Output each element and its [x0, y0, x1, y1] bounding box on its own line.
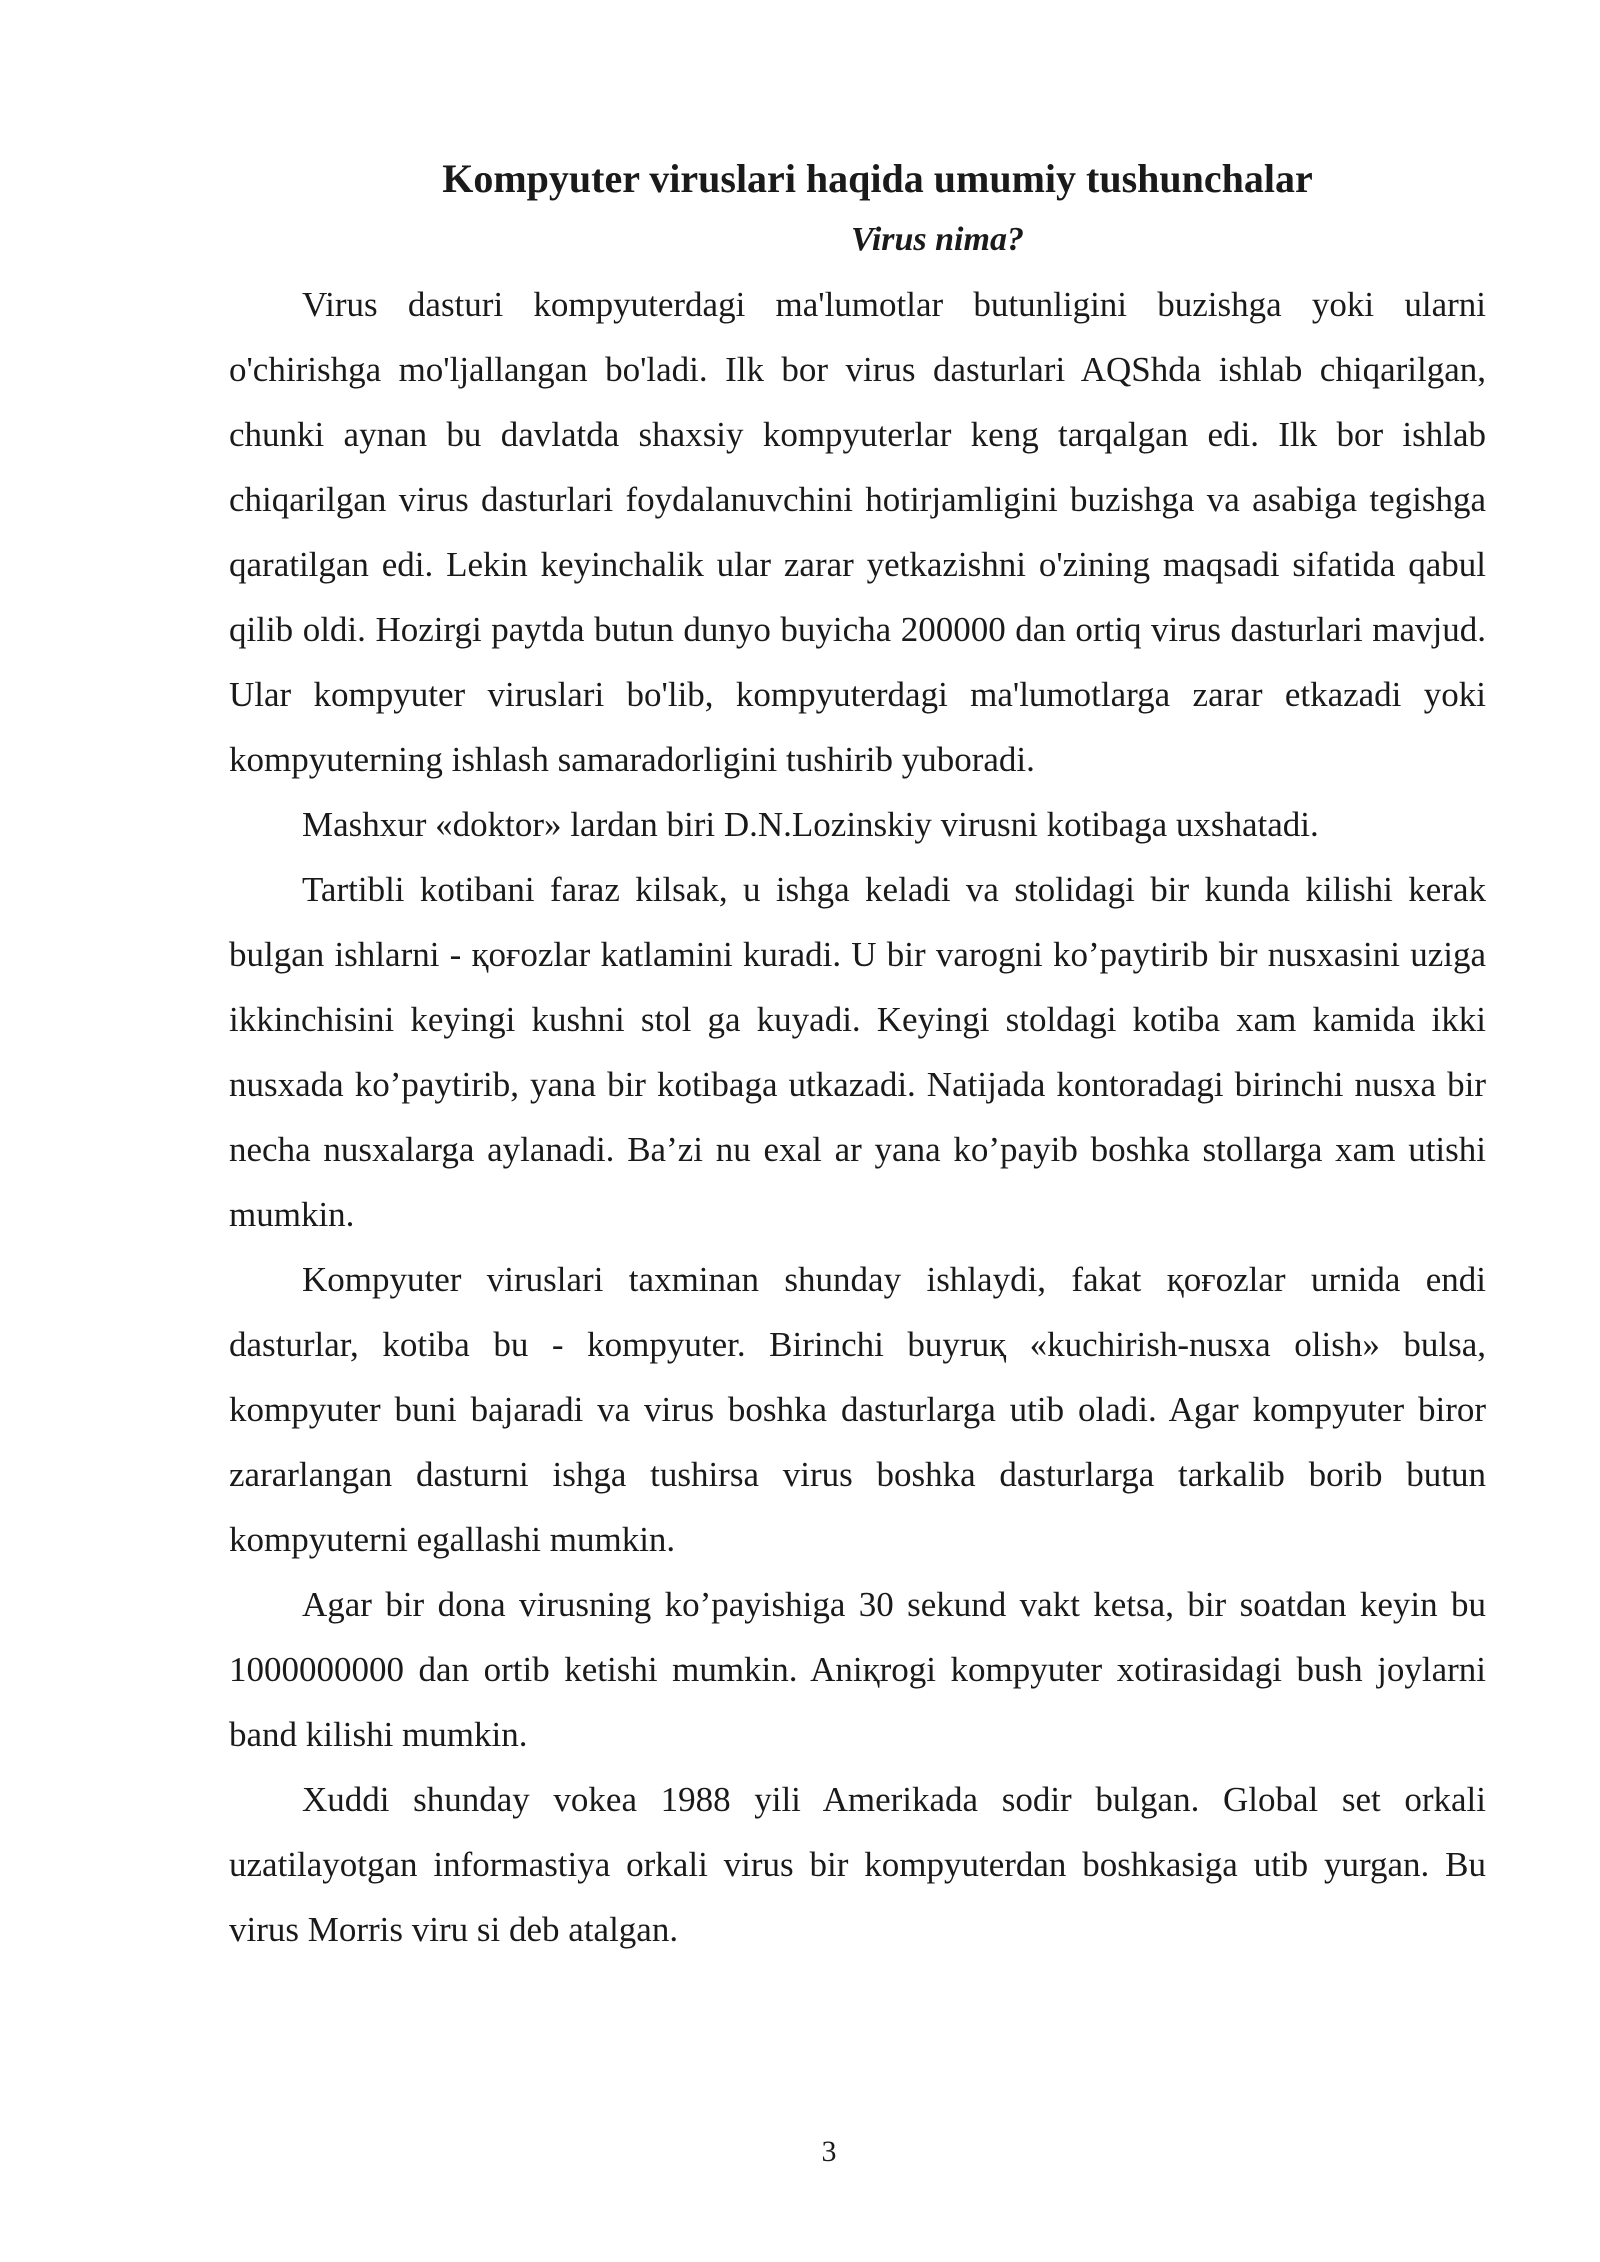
- page-content: [229, 150, 1486, 1962]
- page-number: 3: [821, 2135, 837, 2168]
- paragraph-doctor-quote: Mashxur «doktor» lardan biri D.N.Lozinskiy virusni kotibaga uxshatadi.: [302, 805, 1319, 844]
- paragraph-replication-speed: Agar bir dona virusning ko’payishiga 30 sekund vakt ketsa, bir soatdan keyin bu 1000000000 dan ortib ketishi mumkin. Aniқrogi kompyuter xotirasidagi bush joylarni band kilishi mumkin.: [229, 1585, 1486, 1754]
- page-title: Kompyuter viruslari haqida umumiy tushunchalar: [442, 156, 1313, 201]
- paragraph-virus-definition: Virus dasturi kompyuterdagi ma'lumotlar butunligini buzishga yoki ularni o'chirishga mo'ljallangan bo'ladi. Ilk bor virus dasturlari AQShda ishlab chiqarilgan, chunki aynan bu davlatda shaxsiy kompyuterlar keng tarqalgan edi. Ilk bor ishlab chiqarilgan virus dasturlari foydalanuvchini hotirjamligini buzishga va asabiga tegishga qaratilgan edi. Lekin keyinchalik ular zarar yetkazishni o'zining maqsadi sifatida qabul qilib oldi. Hozirgi paytda butun dunyo buyicha 200000 dan ortiq virus dasturlari mavjud. Ular kompyuter viruslari bo'lib, kompyuterdagi ma'lumotlarga zarar etkazadi yoki kompyuterning ishlash samaradorligini tushirib yuboradi.: [229, 285, 1486, 779]
- paragraph-secretary-analogy: Tartibli kotibani faraz kilsak, u ishga keladi va stolidagi bir kunda kilishi kerak bulgan ishlarni - қоғozlar katlamini kuradi. U bir varogni ko’paytirib bir nusxasini uziga ikkinchisini keyingi kushni stol ga kuyadi. Keyingi stoldagi kotiba xam kamida ikki nusxada ko’paytirib, yana bir kotibaga utkazadi. Natijada kontoradagi birinchi nusxa bir necha nusxalarga aylanadi. Ba’zi nu exal ar yana ko’payib boshka stollarga xam utishi mumkin.: [229, 870, 1486, 1234]
- paragraph-morris-virus: Xuddi shunday vokea 1988 yili Amerikada sodir bulgan. Global set orkali uzatilayotgan informastiya orkali virus bir kompyuterdan boshkasiga utib yurgan. Bu virus Morris viru si deb atalgan.: [229, 1780, 1486, 1949]
- paragraph-virus-operation: Kompyuter viruslari taxminan shunday ishlaydi, fakat қоғozlar urnida endi dasturlar, kotiba bu - kompyuter. Birinchi buyruқ «kuchirish-nusxa olish» bulsa, kompyuter buni bajaradi va virus boshka dasturlarga utib oladi. Agar kompyuter biror zararlangan dasturni ishga tushirsa virus boshka dasturlarga tarkalib borib butun kompyuterni egallashi mumkin.: [229, 1260, 1486, 1559]
- section-subtitle: Virus nima?: [851, 221, 1024, 258]
